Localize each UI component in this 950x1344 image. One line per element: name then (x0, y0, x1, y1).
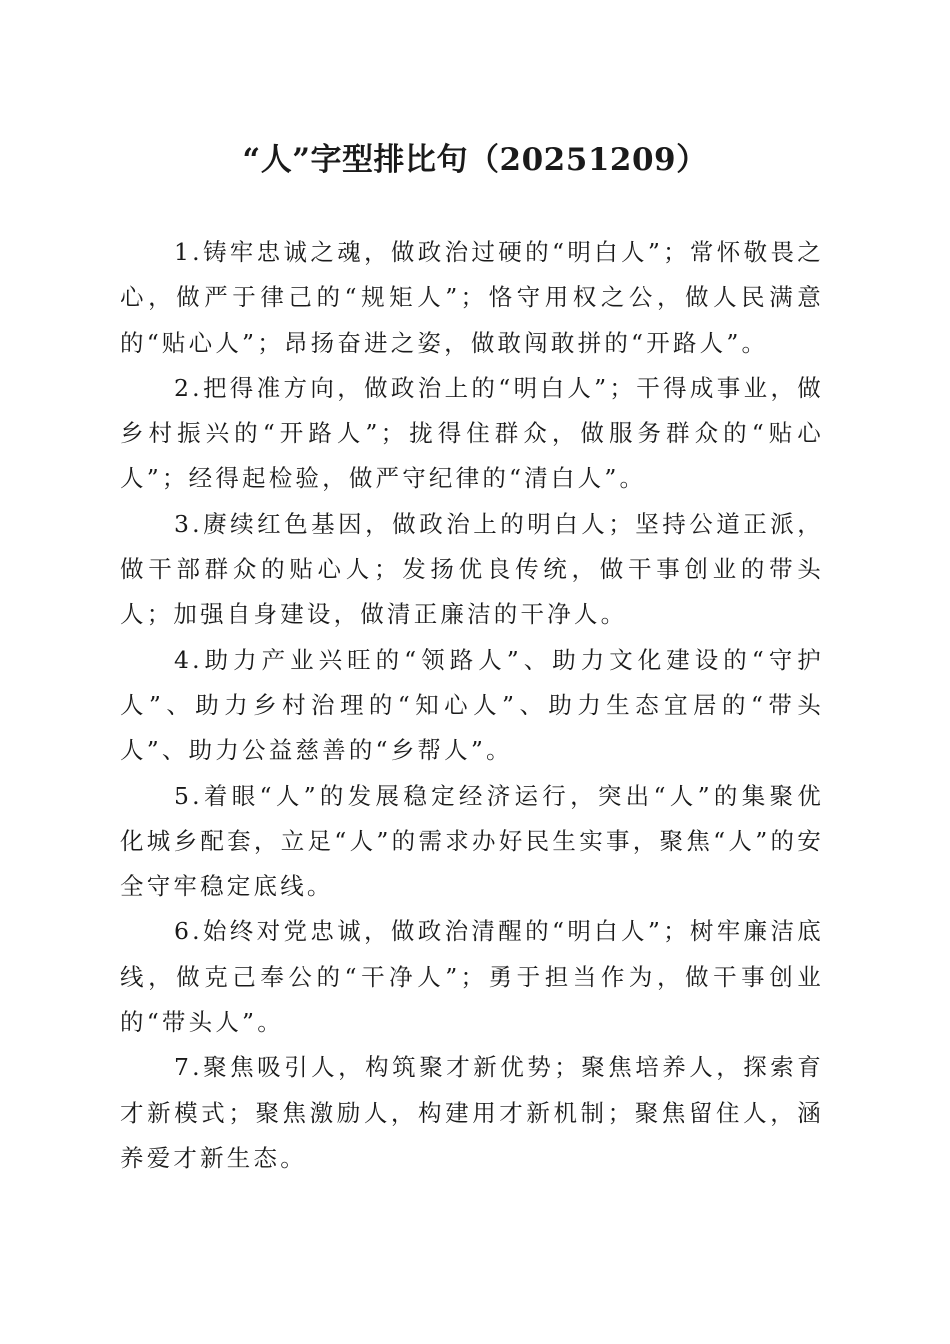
paragraph-7: 7.聚焦吸引人，构筑聚才新优势；聚焦培养人，探索育才新模式；聚焦激励人，构建用才新机制；聚焦留住人，涵养爱才新生态。 (120, 1053, 824, 1172)
paragraph-4: 4.助力产业兴旺的“领路人”、助力文化建设的“守护人”、助力乡村治理的“知心人”、助力生态宜居的“带头人”、助力公益慈善的“乡帮人”。 (120, 645, 824, 765)
paragraph-2: 2.把得准方向，做政治上的“明白人”；干得成事业，做乡村振兴的“开路人”；拢得住群众，做服务群众的“贴心人”；经得起检验，做严守纪律的“清白人”。 (120, 373, 824, 493)
document-title: “人”字型排比句（20251209） (242, 142, 708, 178)
paragraph-6: 6.始终对党忠诚，做政治清醒的“明白人”；树牢廉洁底线，做克己奉公的“干净人”；勇于担当作为，做干事创业的“带头人”。 (120, 917, 824, 1037)
paragraph-5: 5.着眼“人”的发展稳定经济运行，突出“人”的集聚优化城乡配套，立足“人”的需求办好民生实事，聚焦“人”的安全守牢稳定底线。 (120, 781, 824, 901)
document-body (120, 230, 824, 1181)
paragraph-1: 1.铸牢忠诚之魂，做政治过硬的“明白人”；常怀敬畏之心，做严于律己的“规矩人”；恪守用权之公，做人民满意的“贴心人”；昂扬奋进之姿，做敢闯敢拼的“开路人”。 (120, 238, 824, 357)
paragraph-3: 3.赓续红色基因，做政治上的明白人；坚持公道正派，做干部群众的贴心人；发扬优良传统，做干事创业的带头人；加强自身建设，做清正廉洁的干净人。 (120, 509, 824, 629)
